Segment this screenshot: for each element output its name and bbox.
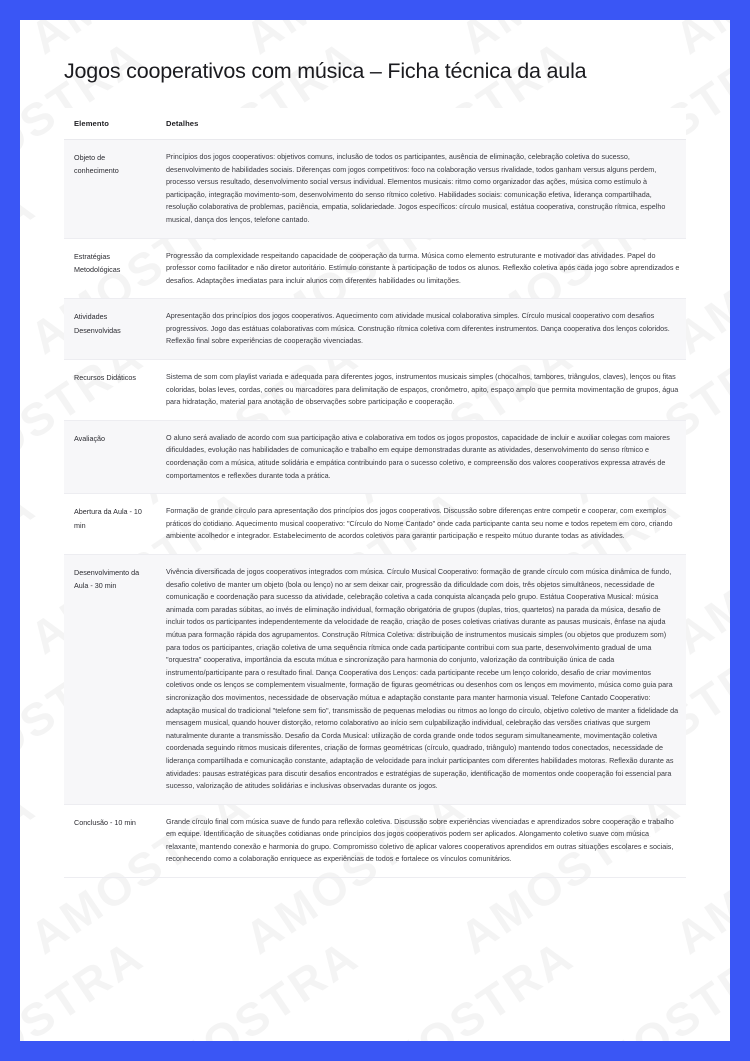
watermark-text [558,928,731,1041]
table-row [64,494,686,555]
table-body [64,139,686,877]
watermark-text [343,928,583,1041]
lesson-spec-table [64,108,686,878]
cell-detalhes: Grande círculo final com música suave de fundo para reflexão coletiva. Discussão sobre experiências vivenciadas e aprendizados sobre cooperação e trabalho em equipe. Identificação de situações cotidianas onde princípios dos jogos cooperativos podem ser aplicados. Alongamento coletivo suave com música relaxante, mantendo conexão e harmonia do grupo. Compromisso coletivo de aplicar valores cooperativos aprendidos em outras situações escolares e sociais, reconhecendo como a colaboração enriquece as experiências de todos e fortalece os vínculos comunitários. [156,804,686,877]
cell-elemento: Conclusão - 10 min [64,804,156,877]
table-row [64,360,686,421]
cell-elemento: Recursos Didáticos [64,360,156,421]
cell-detalhes: Princípios dos jogos cooperativos: objetivos comuns, inclusão de todos os participantes, ausência de eliminação, celebração coletiva do sucesso, desenvolvimento de habilidades sociais. Diferenças com jogos competitivos: foco na colaboração versus rivalidade, todos ganham versus alguns perdem, processo versus resultado, desenvolvimento social versus individual. Elementos musicais: ritmo como organizador das ações, música como estímulo à participação, integração movimento-som, desenvolvimento do senso rítmico coletivo. Habilidades sociais: comunicação efetiva, liderança compartilhada, resolução colaborativa de problemas, paciência, empatia, solidariedade. Jogos específicos: círculo musical, estátua cooperativa, construção rítmica, espelho musical, dança dos lenços, telefone cantado. [156,139,686,238]
cell-detalhes: Vivência diversificada de jogos cooperativos integrados com música. Círculo Musical Cooperativo: formação de grande círculo com música dinâmica de fundo, desafio coletivo de manter um objeto (bola ou lenço) no ar sem deixar cair, progressão da dificuldade com dois, três objetos simultâneos, necessidade de comunicação e coordenação para sucesso da atividade, celebração coletiva a cada conquista alcançada pelo grupo. Estátua Cooperativa Musical: música animada com paradas súbitas, ao invés de eliminação individual, formação obrigatória de grupos (duplas, trios, quartetos) na parada da música, desafio de incluir todos os participantes independentemente da velocidade de reação, criação de poses coletivas criativas durante as pausas musicais, ênfase na ajuda mútua para formação rápida dos agrupamentos. Construção Rítmica Coletiva: distribuição de instrumentos musicais simples (ou objetos que produzem som) para todos os participantes, criação coletiva de uma sequência rítmica onde cada participante contribui com sua parte, desenvolvimento gradual de uma "orquestra" cooperativa, importância da escuta mútua e sincronização para harmonia do conjunto, valorização da contribuição única de cada instrumento/participante para o resultado final. Dança Cooperativa dos Lenços: cada participante recebe um lenço colorido, desafio de criar movimentos coletivos onde os lenços se complementem visualmente, formação de figuras geométricas ou desenhos com os lenços em movimento, música como guia para sincronização dos movimentos, necessidade de observação mútua e adaptação constante para manter harmonia visual. Telefone Cantado Cooperativo: adaptação musical do tradicional "telefone sem fio", transmissão de pequenas melodias ou ritmos ao longo do círculo, objetivo coletivo de manter a fidelidade da mensagem musical, quando houver distorção, retorno colaborativo ao início sem culpabilização individual, celebração das versões criativas que surgem naturalmente durante a transmissão. Desafio da Corda Musical: utilização de corda grande onde todos seguram simultaneamente, movimentação coletiva coordenada seguindo ritmos musicais diferentes, criação de formas geométricas (círculo, quadrado, triângulo) mantendo todos conectados, necessidade de liderança compartilhada e comunicação constante, adaptação de velocidade para incluir participantes com diferentes habilidades motoras. Reflexão durante as atividades: pausas estratégicas para discutir desafios encontrados e estratégias de superação, identificação de momentos onde cooperação foi essencial para sucesso, valorização de atitudes solidárias e inclusivas observadas durante os jogos. [156,555,686,805]
cell-elemento: Objeto de conhecimento [64,139,156,238]
cell-elemento: Estratégias Metodológicas [64,238,156,299]
table-row [64,299,686,360]
table-row [64,804,686,877]
table-header-row [64,108,686,140]
cell-elemento: Atividades Desenvolvidas [64,299,156,360]
column-header-elemento: Elemento [64,108,156,140]
watermark-text [20,928,153,1041]
cell-detalhes: O aluno será avaliado de acordo com sua participação ativa e colaborativa em todos os jogos propostos, capacidade de incluir e auxiliar colegas com maiores dificuldades, evolução nas habilidades de comunicação e trabalho em equipe demonstradas durante as atividades, desenvolvimento do senso rítmico e coordenação com a música, atitude solidária e empática contribuindo para o sucesso coletivo, e compreensão dos valores cooperativos expressa através de comportamentos e reflexões durante toda a prática. [156,420,686,493]
table-header [64,108,686,140]
table-row [64,420,686,493]
document-content [20,20,730,878]
cell-detalhes: Formação de grande círculo para apresentação dos princípios dos jogos cooperativos. Discussão sobre diferenças entre competir e cooperar, com exemplos práticos do cotidiano. Aquecimento musical cooperativo: "Círculo do Nome Cantado" onde cada participante canta seu nome e todos repetem em coro, criando ambiente acolhedor e integrador. Estabelecimento de acordos coletivos para garantir participação e respeito mútuo durante todas as atividades. [156,494,686,555]
cell-detalhes: Sistema de som com playlist variada e adequada para diferentes jogos, instrumentos musicais simples (chocalhos, tambores, triângulos, claves), lenços ou fitas coloridas, bolas leves, cordas, cones ou marcadores para delimitação de espaços, cronômetro, apito, espaço amplo que permita movimentação de grupos, água para hidratação, material para anotação de observações sobre participação e cooperação. [156,360,686,421]
cell-elemento: Abertura da Aula - 10 min [64,494,156,555]
column-header-detalhes: Detalhes [156,108,686,140]
table-row [64,238,686,299]
page-title: Jogos cooperativos com música – Ficha técnica da aula [64,59,587,83]
cell-elemento: Avaliação [64,420,156,493]
watermark-text [128,928,368,1041]
cell-elemento: Desenvolvimento da Aula - 30 min [64,555,156,805]
cell-detalhes: Apresentação dos princípios dos jogos cooperativos. Aquecimento com atividade musical colaborativa simples. Círculo musical cooperativo com desafios progressivos. Jogo das estátuas colaborativas com música. Construção rítmica coletiva com diferentes instrumentos. Dança cooperativa dos lenços coloridos. Reflexão final sobre experiências de cooperação vivenciadas. [156,299,686,360]
table-row [64,139,686,238]
table-row [64,555,686,805]
document-page [20,20,730,1041]
cell-detalhes: Progressão da complexidade respeitando capacidade de cooperação da turma. Música como elemento estruturante e motivador das atividades. Papel do professor como facilitador e não diretor autoritário. Estímulo constante à participação de todos os alunos. Reflexão coletiva após cada jogo sobre aprendizados e desafios. Adaptações imediatas para incluir alunos com diferentes habilidades ou limitações. [156,238,686,299]
